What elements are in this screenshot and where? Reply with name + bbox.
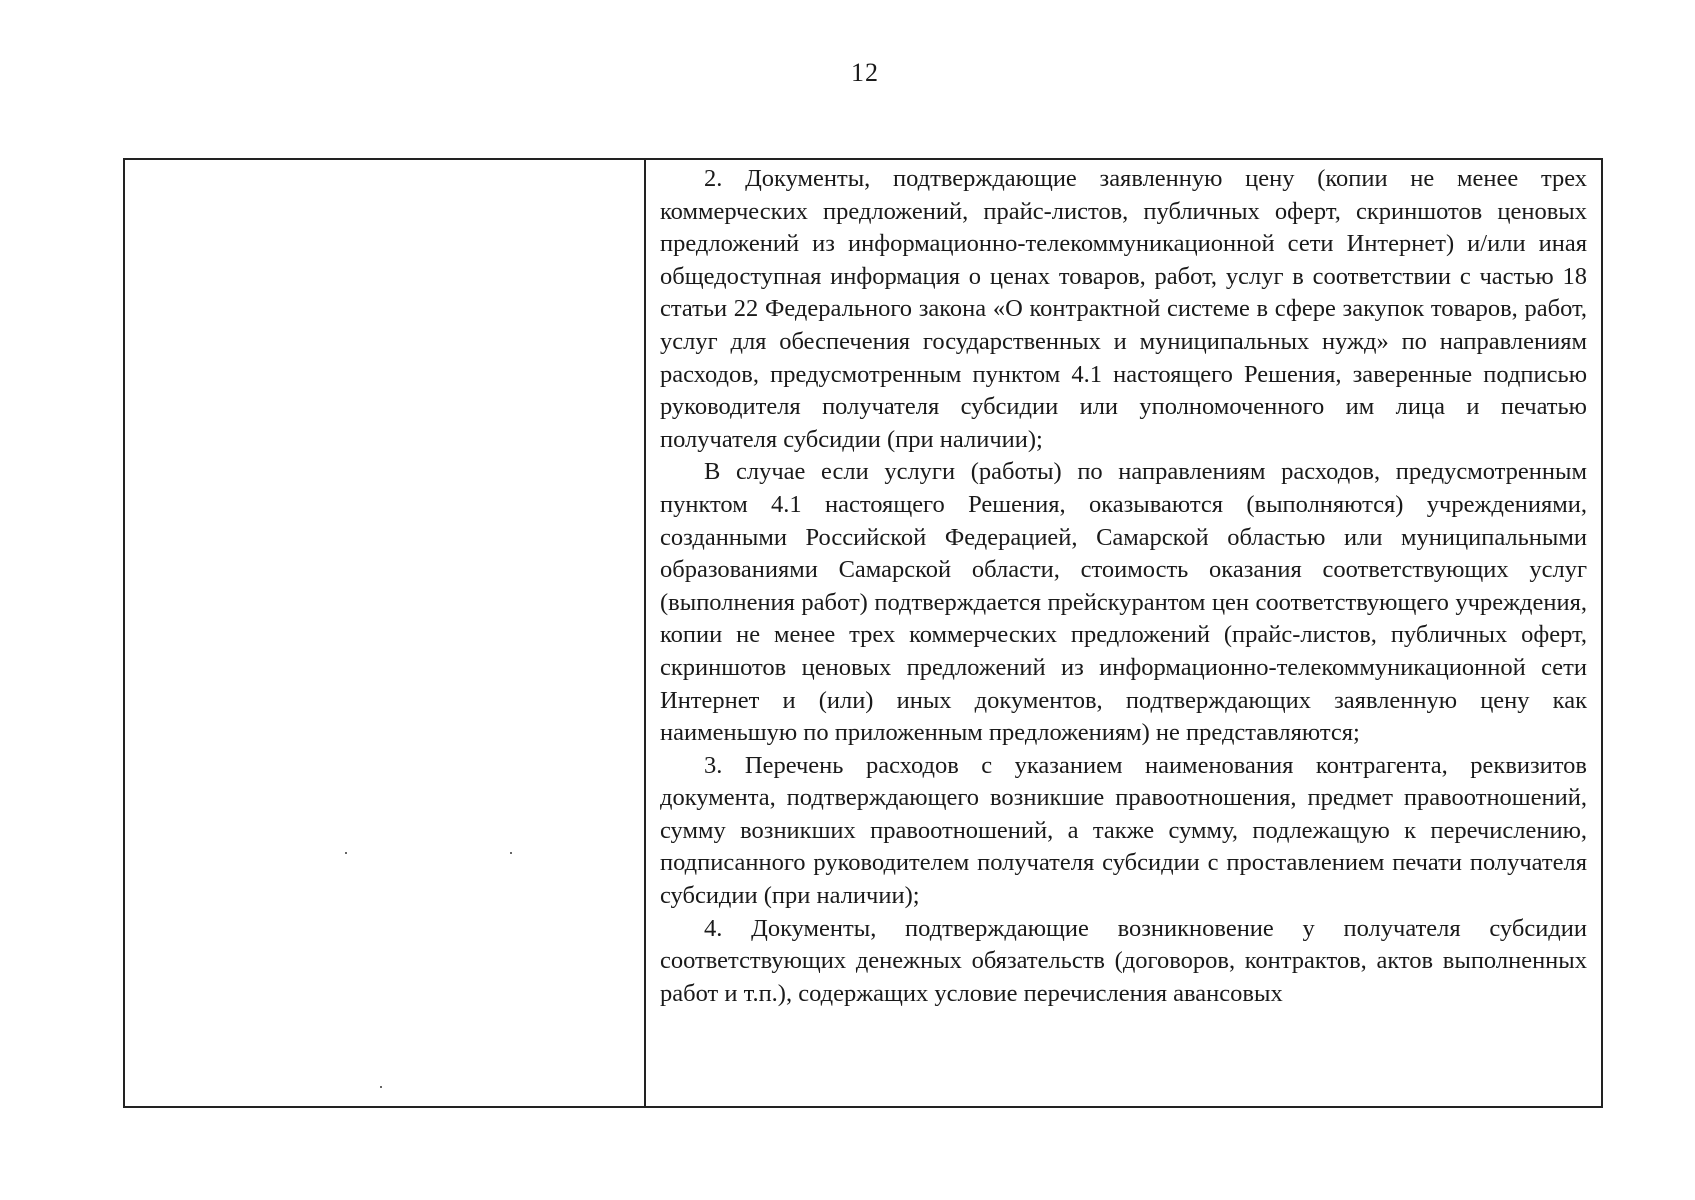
paragraph-exception: В случае если услуги (работы) по направлениям расходов, предусмотренным пунктом 4.1 настоящего Решения, оказываются (выполняются) учреждениями, созданными Российской Федерацией, Самарской областью или муниципальными образованиями Самарской области, стоимость оказания соответствующих услуг (выполнения работ) подтверждается прейскурантом цен соответствующего учреждения, копии не менее трех коммерческих предложений (прайс-листов, публичных оферт, скриншотов ценовых предложений из информационно-телекоммуникационной сети Интернет и (или) иных документов, подтверждающих заявленную цену как наименьшую по приложенным предложениям) не представляются;	[660, 458, 1587, 747]
document-table	[123, 158, 1603, 1108]
paragraph-item-2: 2. Документы, подтверждающие заявленную цену (копии не менее трех коммерческих предложений, прайс-листов, публичных оферт, скриншотов ценовых предложений из информационно-телекоммуникационной сети Интернет) и/или иная общедоступная информация о ценах товаров, работ, услуг в соответствии с частью 18 статьи 22 Федерального закона «О контрактной системе в сфере закупок товаров, работ, услуг для обеспечения государственных и муниципальных нужд» по направлениям расходов, предусмотренным пунктом 4.1 настоящего Решения, заверенные подписью руководителя получателя субсидии или уполномоченного им лица и печатью получателя субсидии (при наличии);	[660, 165, 1587, 453]
paragraph-item-4: 4. Документы, подтверждающие возникновение у получателя субсидии соответствующих денежных обязательств (договоров, контрактов, актов выполненных работ и т.п.), содержащих условие перечисления авансовых	[660, 914, 1587, 1007]
scan-speck	[380, 1086, 382, 1088]
scan-speck	[510, 852, 512, 854]
page-number: 12	[851, 58, 879, 87]
table-right-cell	[646, 160, 1601, 1106]
paragraph-item-3: 3. Перечень расходов с указанием наименования контрагента, реквизитов документа, подтверждающего возникшие правоотношения, предмет правоотношений, сумму возникших правоотношений, а также сумму, подлежащую к перечислению, подписанного руководителем получателя субсидии с проставлением печати получателя субсидии (при наличии);	[660, 751, 1587, 910]
scan-speck	[345, 852, 347, 854]
table-left-cell	[125, 160, 646, 1106]
